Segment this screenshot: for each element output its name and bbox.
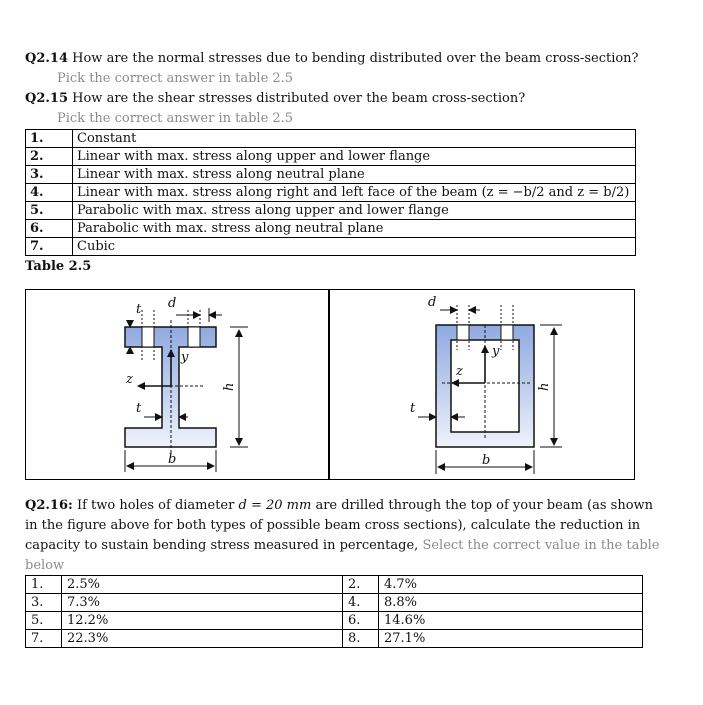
option-number: 1.: [26, 576, 62, 594]
question-text: are drilled through the top of your beam (as shown: [315, 498, 654, 513]
table-row: [26, 148, 636, 166]
option-value: 12.2%: [62, 612, 343, 630]
box-beam-diagram: [330, 290, 636, 481]
option-value: 8.8%: [379, 594, 643, 612]
option-number: 2.: [343, 576, 379, 594]
label-t-web: t: [136, 401, 142, 416]
row-text: Constant: [73, 130, 636, 148]
option-number: 4.: [343, 594, 379, 612]
row-text: Linear with max. stress along right and left face of the beam (z = −b/2 and z = b/2): [73, 184, 636, 202]
question-hint: Pick the correct answer in table 2.5: [57, 111, 294, 126]
row-number: 5.: [26, 202, 73, 220]
table-row: [26, 612, 643, 630]
hole-left: [142, 327, 154, 347]
label-z: z: [456, 364, 463, 379]
question-text: How are the shear stresses distributed over the beam cross-section?: [72, 91, 526, 106]
question-2-14: [25, 50, 639, 67]
option-number: 7.: [26, 630, 62, 648]
question-hint: Select the correct value in the table: [422, 538, 660, 553]
option-number: 5.: [26, 612, 62, 630]
question-hint-line-2: below: [25, 558, 65, 573]
figure-i-beam: [25, 289, 329, 480]
option-value: 14.6%: [379, 612, 643, 630]
question-number: Q2.15: [25, 91, 68, 106]
label-d: d: [428, 295, 437, 310]
row-text: Parabolic with max. stress along upper and lower flange: [73, 202, 636, 220]
question-number: Q2.14: [25, 51, 68, 66]
table-row: [26, 184, 636, 202]
table-row: [26, 238, 636, 256]
hole-right: [188, 327, 200, 347]
answer-table: [25, 575, 643, 648]
row-number: 2.: [26, 148, 73, 166]
question-text: capacity to sustain bending stress measured in percentage,: [25, 538, 419, 553]
label-b: b: [482, 453, 491, 468]
option-number: 6.: [343, 612, 379, 630]
figure-box-beam: [329, 289, 635, 480]
table-row: [26, 576, 643, 594]
question-2-15: [25, 90, 525, 107]
label-t-top: t: [136, 302, 142, 317]
label-y: y: [492, 344, 500, 359]
label-y: y: [181, 350, 189, 365]
row-number: 4.: [26, 184, 73, 202]
hole-right: [501, 325, 513, 340]
table-row: [26, 594, 643, 612]
label-h: h: [222, 382, 237, 391]
row-text: Linear with max. stress along neutral plane: [73, 166, 636, 184]
hole-left: [457, 325, 469, 340]
option-number: 8.: [343, 630, 379, 648]
diameter-value: d = 20 mm: [238, 498, 312, 513]
row-text: Linear with max. stress along upper and lower flange: [73, 148, 636, 166]
label-t: t: [410, 401, 416, 416]
question-2-16: [25, 497, 653, 514]
table-row: [26, 220, 636, 238]
i-beam-diagram: [26, 290, 330, 481]
option-value: 4.7%: [379, 576, 643, 594]
table-row: [26, 166, 636, 184]
question-text-line-3: [25, 537, 660, 554]
table-2-5: [25, 129, 636, 256]
row-text: Parabolic with max. stress along neutral plane: [73, 220, 636, 238]
question-number: Q2.16:: [25, 498, 73, 513]
label-z: z: [126, 372, 133, 387]
row-number: 3.: [26, 166, 73, 184]
option-value: 22.3%: [62, 630, 343, 648]
option-value: 7.3%: [62, 594, 343, 612]
option-value: 2.5%: [62, 576, 343, 594]
label-b: b: [168, 452, 177, 467]
table-row: [26, 202, 636, 220]
table-row: [26, 130, 636, 148]
label-d: d: [168, 296, 177, 311]
question-text: If two holes of diameter: [76, 498, 235, 513]
option-number: 3.: [26, 594, 62, 612]
row-text: Cubic: [73, 238, 636, 256]
table-caption: Table 2.5: [25, 259, 92, 274]
row-number: 6.: [26, 220, 73, 238]
label-h: h: [537, 382, 552, 391]
table-row: [26, 630, 643, 648]
question-text: How are the normal stresses due to bending distributed over the beam cross-section?: [72, 51, 639, 66]
question-hint: Pick the correct answer in table 2.5: [57, 71, 294, 86]
row-number: 7.: [26, 238, 73, 256]
option-value: 27.1%: [379, 630, 643, 648]
row-number: 1.: [26, 130, 73, 148]
question-text-line-2: in the figure above for both types of possible beam cross sections), calculate the reduction in: [25, 518, 641, 533]
